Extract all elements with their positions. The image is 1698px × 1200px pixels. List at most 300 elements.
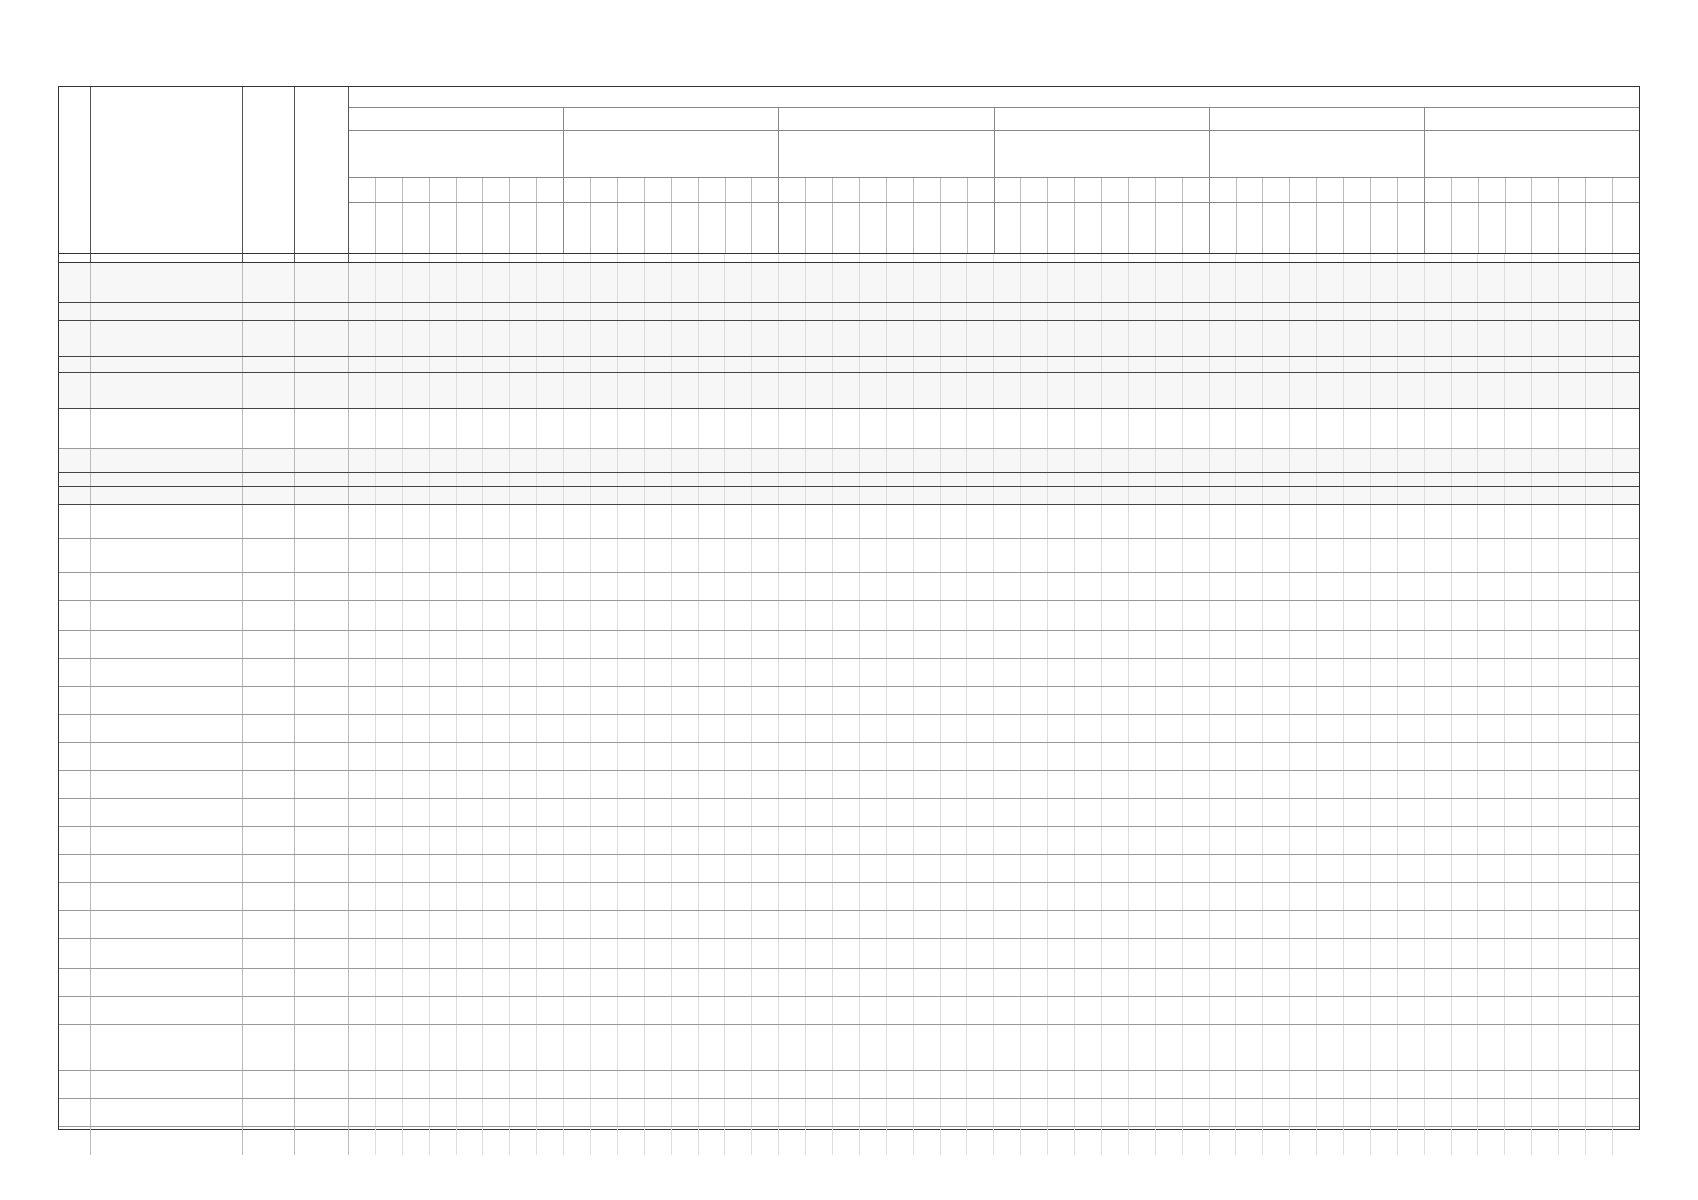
value-cell bbox=[1156, 1099, 1183, 1126]
value-cell bbox=[403, 1071, 430, 1098]
row-id-cell bbox=[243, 357, 295, 372]
value-cell bbox=[591, 601, 618, 630]
value-cell bbox=[1371, 743, 1398, 770]
value-cell bbox=[349, 969, 376, 996]
value-cell bbox=[537, 997, 564, 1024]
value-cell bbox=[779, 799, 806, 826]
row-values bbox=[349, 373, 1639, 408]
value-cell bbox=[672, 659, 699, 686]
table-row bbox=[59, 409, 1639, 449]
value-cell bbox=[1317, 357, 1344, 372]
value-cell bbox=[1290, 373, 1317, 408]
column-number-cell bbox=[941, 254, 968, 262]
value-cell bbox=[403, 473, 430, 486]
row-number-cell bbox=[59, 911, 91, 938]
value-cell bbox=[483, 799, 510, 826]
value-cell bbox=[1478, 601, 1505, 630]
value-cell bbox=[779, 997, 806, 1024]
value-cell bbox=[1183, 357, 1210, 372]
value-cell bbox=[1425, 1025, 1452, 1070]
value-cell bbox=[1075, 743, 1102, 770]
value-cell bbox=[672, 715, 699, 742]
row-values bbox=[349, 573, 1639, 600]
value-cell bbox=[457, 449, 484, 472]
value-cell bbox=[752, 855, 779, 882]
value-cell bbox=[1236, 997, 1263, 1024]
value-cell bbox=[1344, 969, 1371, 996]
value-cell bbox=[994, 827, 1021, 854]
value-cell bbox=[1317, 631, 1344, 658]
value-cell bbox=[457, 487, 484, 504]
value-cell bbox=[1344, 449, 1371, 472]
value-cell bbox=[1478, 911, 1505, 938]
value-cell bbox=[349, 409, 376, 448]
value-cell bbox=[1048, 631, 1075, 658]
value-cell bbox=[779, 687, 806, 714]
value-cell bbox=[457, 1127, 484, 1155]
row-cost-cell bbox=[295, 321, 349, 356]
value-cell bbox=[967, 321, 994, 356]
sub-column-header bbox=[591, 178, 618, 202]
value-cell bbox=[537, 883, 564, 910]
value-cell bbox=[833, 911, 860, 938]
year-group-header bbox=[564, 108, 779, 130]
value-cell bbox=[1613, 659, 1639, 686]
value-cell bbox=[510, 573, 537, 600]
value-cell bbox=[1317, 771, 1344, 798]
row-name-cell bbox=[91, 827, 243, 854]
value-cell bbox=[403, 373, 430, 408]
value-cell bbox=[1613, 303, 1639, 320]
column-number-cell bbox=[295, 254, 349, 262]
value-cell bbox=[483, 357, 510, 372]
value-cell bbox=[1452, 487, 1479, 504]
value-cell bbox=[1075, 1099, 1102, 1126]
value-cell bbox=[1263, 659, 1290, 686]
value-cell bbox=[510, 997, 537, 1024]
value-cell bbox=[1425, 969, 1452, 996]
value-cell bbox=[1263, 1127, 1290, 1155]
row-id-cell bbox=[243, 687, 295, 714]
value-cell bbox=[483, 659, 510, 686]
value-cell bbox=[887, 357, 914, 372]
row-cost-cell bbox=[295, 487, 349, 504]
value-cell bbox=[941, 883, 968, 910]
value-cell bbox=[1236, 715, 1263, 742]
value-cell bbox=[1156, 303, 1183, 320]
value-cell bbox=[1210, 771, 1237, 798]
value-cell bbox=[645, 1099, 672, 1126]
value-cell bbox=[1048, 373, 1075, 408]
value-cell bbox=[376, 771, 403, 798]
row-id-cell bbox=[243, 1099, 295, 1126]
value-cell bbox=[1452, 911, 1479, 938]
value-cell bbox=[1183, 827, 1210, 854]
value-cell bbox=[1586, 409, 1613, 448]
row-name-cell bbox=[91, 409, 243, 448]
value-cell bbox=[591, 573, 618, 600]
value-cell bbox=[725, 473, 752, 486]
value-cell bbox=[1021, 715, 1048, 742]
value-cell bbox=[1559, 505, 1586, 538]
value-cell bbox=[806, 263, 833, 302]
value-cell bbox=[1210, 321, 1237, 356]
sub-column-header bbox=[995, 203, 1022, 253]
value-cell bbox=[591, 1025, 618, 1070]
value-cell bbox=[1425, 883, 1452, 910]
value-cell bbox=[1398, 357, 1425, 372]
value-cell bbox=[645, 357, 672, 372]
value-cell bbox=[564, 969, 591, 996]
value-cell bbox=[699, 263, 726, 302]
value-cell bbox=[483, 827, 510, 854]
value-cell bbox=[967, 263, 994, 302]
sub-column-header bbox=[1156, 178, 1183, 202]
value-cell bbox=[967, 969, 994, 996]
value-cell bbox=[645, 997, 672, 1024]
row-number-cell bbox=[59, 659, 91, 686]
value-cell bbox=[618, 373, 645, 408]
year-group-subheader bbox=[1210, 178, 1425, 202]
value-cell bbox=[1505, 539, 1532, 572]
value-cell bbox=[1183, 321, 1210, 356]
value-cell bbox=[806, 321, 833, 356]
column-number-cell bbox=[1021, 254, 1048, 262]
value-cell bbox=[860, 1071, 887, 1098]
value-cell bbox=[1021, 373, 1048, 408]
value-cell bbox=[1398, 505, 1425, 538]
value-cell bbox=[914, 487, 941, 504]
value-cell bbox=[376, 409, 403, 448]
value-cell bbox=[1613, 799, 1639, 826]
value-cell bbox=[1532, 409, 1559, 448]
value-cell bbox=[457, 771, 484, 798]
value-cell bbox=[833, 303, 860, 320]
value-cell bbox=[403, 539, 430, 572]
value-cell bbox=[1398, 659, 1425, 686]
value-cell bbox=[1263, 539, 1290, 572]
value-cell bbox=[483, 409, 510, 448]
row-id-cell bbox=[243, 601, 295, 630]
value-cell bbox=[1613, 997, 1639, 1024]
value-cell bbox=[725, 449, 752, 472]
value-cell bbox=[564, 799, 591, 826]
value-cell bbox=[430, 743, 457, 770]
value-cell bbox=[672, 771, 699, 798]
value-cell bbox=[349, 939, 376, 968]
value-cell bbox=[1102, 827, 1129, 854]
value-cell bbox=[806, 939, 833, 968]
row-name-cell bbox=[91, 505, 243, 538]
value-cell bbox=[725, 687, 752, 714]
value-cell bbox=[349, 505, 376, 538]
value-cell bbox=[967, 409, 994, 448]
value-cell bbox=[806, 303, 833, 320]
value-cell bbox=[1263, 939, 1290, 968]
column-number-cell bbox=[510, 254, 537, 262]
row-number-cell bbox=[59, 263, 91, 302]
value-cell bbox=[860, 601, 887, 630]
value-cell bbox=[699, 911, 726, 938]
value-cell bbox=[1263, 715, 1290, 742]
value-cell bbox=[645, 827, 672, 854]
value-cell bbox=[1478, 409, 1505, 448]
value-cell bbox=[1532, 799, 1559, 826]
column-number-cell bbox=[752, 254, 779, 262]
sub-column-header bbox=[1317, 178, 1344, 202]
value-cell bbox=[591, 883, 618, 910]
value-cell bbox=[1478, 487, 1505, 504]
value-cell bbox=[430, 715, 457, 742]
value-cell bbox=[941, 505, 968, 538]
value-cell bbox=[1075, 631, 1102, 658]
table-row bbox=[59, 539, 1639, 573]
value-cell bbox=[672, 449, 699, 472]
value-cell bbox=[967, 601, 994, 630]
value-cell bbox=[537, 799, 564, 826]
value-cell bbox=[860, 449, 887, 472]
value-cell bbox=[483, 883, 510, 910]
value-cell bbox=[564, 601, 591, 630]
row-id-cell bbox=[243, 263, 295, 302]
value-cell bbox=[1236, 883, 1263, 910]
value-cell bbox=[833, 449, 860, 472]
column-number-cell bbox=[725, 254, 752, 262]
value-cell bbox=[1290, 409, 1317, 448]
value-cell bbox=[994, 449, 1021, 472]
value-cell bbox=[887, 1071, 914, 1098]
value-cell bbox=[725, 263, 752, 302]
value-cell bbox=[483, 771, 510, 798]
value-cell bbox=[806, 539, 833, 572]
value-cell bbox=[1317, 827, 1344, 854]
value-cell bbox=[725, 969, 752, 996]
value-cell bbox=[403, 883, 430, 910]
value-cell bbox=[1317, 715, 1344, 742]
value-cell bbox=[1183, 855, 1210, 882]
value-cell bbox=[1075, 939, 1102, 968]
value-cell bbox=[1210, 505, 1237, 538]
value-cell bbox=[591, 631, 618, 658]
row-name-cell bbox=[91, 601, 243, 630]
row-values bbox=[349, 449, 1639, 472]
value-cell bbox=[430, 505, 457, 538]
sub-column-header bbox=[618, 178, 645, 202]
value-cell bbox=[1263, 263, 1290, 302]
value-cell bbox=[1129, 631, 1156, 658]
value-cell bbox=[1613, 573, 1639, 600]
value-cell bbox=[914, 357, 941, 372]
value-cell bbox=[376, 1071, 403, 1098]
value-cell bbox=[1236, 855, 1263, 882]
value-cell bbox=[1210, 939, 1237, 968]
value-cell bbox=[994, 487, 1021, 504]
sub-column-header bbox=[1559, 203, 1586, 253]
sub-column-header bbox=[1290, 178, 1317, 202]
value-cell bbox=[1021, 771, 1048, 798]
value-cell bbox=[537, 1025, 564, 1070]
value-cell bbox=[1559, 939, 1586, 968]
value-cell bbox=[914, 473, 941, 486]
value-cell bbox=[483, 997, 510, 1024]
value-cell bbox=[1263, 631, 1290, 658]
value-cell bbox=[618, 573, 645, 600]
value-cell bbox=[1586, 631, 1613, 658]
value-cell bbox=[1156, 855, 1183, 882]
value-cell bbox=[752, 505, 779, 538]
value-cell bbox=[1183, 373, 1210, 408]
value-cell bbox=[1425, 373, 1452, 408]
value-cell bbox=[833, 743, 860, 770]
value-cell bbox=[1102, 659, 1129, 686]
value-cell bbox=[1398, 771, 1425, 798]
value-cell bbox=[1452, 573, 1479, 600]
value-cell bbox=[403, 659, 430, 686]
value-cell bbox=[403, 939, 430, 968]
sub-column-header bbox=[779, 203, 806, 253]
row-number-cell bbox=[59, 321, 91, 356]
value-cell bbox=[1344, 505, 1371, 538]
value-cell bbox=[591, 997, 618, 1024]
value-cell bbox=[1263, 855, 1290, 882]
value-cell bbox=[699, 473, 726, 486]
value-cell bbox=[1371, 771, 1398, 798]
value-cell bbox=[1425, 601, 1452, 630]
value-cell bbox=[1210, 473, 1237, 486]
value-cell bbox=[887, 743, 914, 770]
value-cell bbox=[1398, 321, 1425, 356]
value-cell bbox=[1344, 743, 1371, 770]
value-cell bbox=[1183, 505, 1210, 538]
value-cell bbox=[1290, 357, 1317, 372]
value-cell bbox=[510, 487, 537, 504]
value-cell bbox=[860, 539, 887, 572]
value-cell bbox=[1021, 505, 1048, 538]
value-cell bbox=[1290, 601, 1317, 630]
value-cell bbox=[806, 505, 833, 538]
value-cell bbox=[860, 969, 887, 996]
value-cell bbox=[672, 539, 699, 572]
value-cell bbox=[483, 1127, 510, 1155]
value-cell bbox=[1586, 473, 1613, 486]
value-cell bbox=[833, 263, 860, 302]
value-cell bbox=[1452, 473, 1479, 486]
value-cell bbox=[564, 303, 591, 320]
value-cell bbox=[725, 659, 752, 686]
table-row bbox=[59, 487, 1639, 505]
value-cell bbox=[887, 659, 914, 686]
value-cell bbox=[457, 1071, 484, 1098]
value-cell bbox=[1559, 743, 1586, 770]
value-cell bbox=[1559, 1127, 1586, 1155]
row-number-cell bbox=[59, 409, 91, 448]
row-name-cell bbox=[91, 473, 243, 486]
value-cell bbox=[1398, 631, 1425, 658]
value-cell bbox=[779, 1071, 806, 1098]
sub-column-header bbox=[1021, 203, 1048, 253]
value-cell bbox=[591, 715, 618, 742]
value-cell bbox=[914, 505, 941, 538]
value-cell bbox=[860, 659, 887, 686]
value-cell bbox=[591, 505, 618, 538]
value-cell bbox=[1452, 373, 1479, 408]
value-cell bbox=[510, 539, 537, 572]
value-cell bbox=[564, 409, 591, 448]
column-number-cell bbox=[1613, 254, 1639, 262]
row-number-cell bbox=[59, 487, 91, 504]
row-name-cell bbox=[91, 373, 243, 408]
value-cell bbox=[403, 1127, 430, 1155]
value-cell bbox=[1075, 487, 1102, 504]
value-cell bbox=[887, 799, 914, 826]
row-name-cell bbox=[91, 969, 243, 996]
value-cell bbox=[564, 939, 591, 968]
year-group-header bbox=[1425, 108, 1639, 130]
value-cell bbox=[1156, 373, 1183, 408]
column-number-cell bbox=[645, 254, 672, 262]
value-cell bbox=[1317, 321, 1344, 356]
value-cell bbox=[1048, 505, 1075, 538]
value-cell bbox=[699, 1071, 726, 1098]
value-cell bbox=[1344, 883, 1371, 910]
value-cell bbox=[1210, 631, 1237, 658]
value-cell bbox=[1532, 473, 1559, 486]
sub-column-header bbox=[1586, 178, 1613, 202]
value-cell bbox=[1210, 373, 1237, 408]
value-cell bbox=[1129, 1127, 1156, 1155]
value-cell bbox=[1425, 303, 1452, 320]
sub-column-header bbox=[726, 178, 753, 202]
value-cell bbox=[967, 1099, 994, 1126]
value-cell bbox=[941, 1025, 968, 1070]
value-cell bbox=[941, 449, 968, 472]
value-cell bbox=[833, 473, 860, 486]
value-cell bbox=[1586, 883, 1613, 910]
value-cell bbox=[403, 827, 430, 854]
value-cell bbox=[483, 631, 510, 658]
value-cell bbox=[403, 771, 430, 798]
value-cell bbox=[752, 573, 779, 600]
value-cell bbox=[1478, 321, 1505, 356]
value-cell bbox=[1344, 473, 1371, 486]
value-cell bbox=[779, 659, 806, 686]
value-cell bbox=[1263, 969, 1290, 996]
value-cell bbox=[833, 321, 860, 356]
value-cell bbox=[645, 263, 672, 302]
value-cell bbox=[618, 939, 645, 968]
row-cost-cell bbox=[295, 687, 349, 714]
value-cell bbox=[1613, 939, 1639, 968]
value-cell bbox=[1290, 473, 1317, 486]
sub-column-header bbox=[672, 178, 699, 202]
value-cell bbox=[1102, 911, 1129, 938]
value-cell bbox=[1102, 1127, 1129, 1155]
table-row bbox=[59, 883, 1639, 911]
value-cell bbox=[1532, 1099, 1559, 1126]
value-cell bbox=[699, 487, 726, 504]
value-cell bbox=[914, 303, 941, 320]
value-cell bbox=[1317, 303, 1344, 320]
value-cell bbox=[833, 771, 860, 798]
row-cost-cell bbox=[295, 1025, 349, 1070]
value-cell bbox=[1478, 827, 1505, 854]
value-cell bbox=[1452, 1099, 1479, 1126]
value-cell bbox=[645, 969, 672, 996]
value-cell bbox=[457, 601, 484, 630]
value-cell bbox=[1236, 409, 1263, 448]
header-band-years bbox=[349, 108, 1639, 131]
value-cell bbox=[430, 659, 457, 686]
